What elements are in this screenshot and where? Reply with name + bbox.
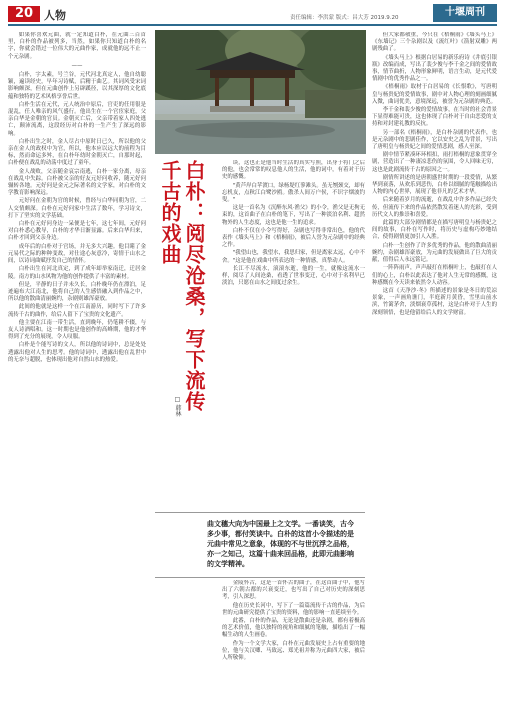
editor-credits: 责任编辑：李洪蒙 版式：昌大芳 2019.9.20 <box>290 15 399 21</box>
paragraph: 白朴不仅在小令写得好，杂剧也写得非常出色，他的代表作《墙头马上》和《梧桐雨》，被后人誉为元杂剧中的经典之作。 <box>222 227 365 249</box>
paragraph: 《墙头马上》根据白居易的新乐府诗《井底引银瓶》改编而成，写出了裴少俊与李千金之间的爱情故事，情节曲折，人物形象鲜明，语言生动，是元代爱情剧中的优秀作品之一。 <box>372 54 497 83</box>
paragraph: "我望山也，我望水，我思归家，但是离家太远，心中不舍。"这是他在戏曲中所表达的一种情感，真挚动人。 <box>222 250 365 264</box>
paragraph: 长江不尽流水，滚滚东逝，他的一生，就像这流水一样，阅尽了人间沧桑，看透了世事变迁，心中对于名利早已淡泊，只愿在山水之间度过余生。 <box>222 265 365 287</box>
paragraph: 成年后的白朴对于官场，并无多大兴趣。他目睹了金元易代之际的种种变故，对仕途心灰意冷，寄情于山水之间，以诗词曲赋抒发自己的情怀。 <box>8 243 146 265</box>
paragraph: 白朴出生之时，金人尽占中原时日已久，所以他的父亲在金人的政权中为官，所以，他本应以远大的前程为目标，然而命运多舛，在白朴年幼时金朝灭亡，自那时起，白朴便在战乱的动荡中度过了童年。 <box>8 138 146 167</box>
paragraph: 但是，平静的日子并未久长，白朴晚年仍在漂泊，足迹遍布大江南北，他将自己的人生感悟融入到作品之中，所以他的散曲清丽婉约，杂剧则雄浑豪放。 <box>8 281 146 303</box>
paragraph: 此间的他就是这样一个在江南游历，同时写下了许多流传千古的曲作，给后人留下了宝贵的文化遗产。 <box>8 304 146 318</box>
paragraph: 白朴是个能写诗的文人，所以他的诗词中，总是处处透露出他对人生的思考。他的诗词中，透露出他在乱世中的无奈与超脱，也体现出他对自然山水的热爱。 <box>8 342 146 363</box>
paragraph: 作为一个文学大家，白朴在元曲发展史上占有重要的地位，他与关汉卿、马致远、郑光祖并称为元曲四大家，被后人所敬仰。 <box>222 640 365 662</box>
paragraph: 他在历史长河中，写下了一篇篇流传千古的作品，为后世的元曲研究提供了宝贵的资料，他的影响一直延续至今。 <box>222 602 365 616</box>
section-title: 人物 <box>44 9 66 22</box>
newspaper-brand: 十堰周刊 <box>433 4 497 22</box>
article-column-2-bottom <box>222 580 365 698</box>
paragraph: 金人战败，父亲随金哀宗南逃，白朴一家分离，母亲在战乱中失踪。白朴被父亲的好友元好问收养，随元好问辗转各地。元好问是金元之际著名的文学家，对白朴的文学教育影响深远。 <box>8 168 146 197</box>
headline: 白朴：阅尽沧桑，写下流传千古的戏曲 <box>158 160 206 412</box>
pavilion-photo <box>155 30 366 154</box>
intro-text: 曲文穗大向为中国最上之文学。一番谈笑，古今多少事，都付笑谈中。白朴的这首小令描述的是元曲中常见之意象，体现的不与世沉浮之品格，亦一之知己，这篇十曲来回品格，此即元曲影响的文学精神。 <box>207 520 354 568</box>
paragraph: 一阵阵雨声，声声敲打在梧桐叶上，也敲打在人们的心上，白朴以此表达了他对人生无常的感慨，这种感慨在今天读来依然令人动容。 <box>372 265 497 286</box>
paragraph: 白朴一生创作了许多优秀的作品，他的散曲清丽婉约，杂剧雄浑豪放，为元曲的发展做出了巨大的贡献，值得后人永远铭记。 <box>372 242 497 264</box>
page-number: 20 <box>8 6 40 22</box>
paragraph: 如果你喜欢元曲，就一定知道白朴，在元曲三百首里，白朴的作品被列多，当然，如果你只知道白朴的名字，你就会错过一位伟大的元曲作家，成就他的远不止一个元杂剧。 <box>8 32 146 60</box>
paragraph: 白朴生活在元代，元人统治中原后，官吏的任用很是混乱，任人唯亲的风气盛行。他出生在一个官宦家庭，父亲白华是金朝的官员。金朝灭亡后，父亲带着家人四处逃亡，颠沛流离，这段经历对白朴的一生产生了深远的影响。 <box>8 101 146 137</box>
page-header <box>0 0 505 26</box>
paragraph: 后来随着岁月的流逝，在战乱中许多作品已经失传，但流传下来的作品依然散发着迷人的光彩，受到历代文人的推崇和喜爱。 <box>372 197 497 218</box>
paragraph: 白朴，字太素，号兰谷，元代河北真定人，他自幼聪颖，遍读经史，早年习诗赋，后精于曲艺。其词风受宋词影响颇深，但在元曲创作上另辟蹊径，以其深厚的文化底蕴和独特的艺术风格享誉后世。 <box>8 72 146 100</box>
paragraph: 他主要在江南一带生活，直到晚年，仍笔耕不辍，与友人诗酒唱和。这一时期也是他创作的高峰期，他的才华得到了充分的展现，令人叹服。 <box>8 319 146 341</box>
paragraph: 金陵怀古，这是一首怀古的曲子，在这首曲子中，他写出了六朝古都的兴衰变迁，也写出了自己对历史的深刻思考，引人深思。 <box>222 580 365 601</box>
paragraph: 白朴出生在河北真定，到了成年却举家南迁，迁居金陵。南方的山水风物为他的创作提供了丰富的素材。 <box>8 266 146 280</box>
paragraph: 另一部名《梧桐雨》，是白朴杂剧的代表作，也是元杂剧中的悲剧佳作，它以安史之乱为背景，写出了唐明皇与杨贵妃之间的爱情悲剧，感人至深。 <box>372 129 497 151</box>
paragraph: 白朴在元好问身边一呆便是七年，这七年间，元好问对白朴悉心教导，白朴的才华日渐显露。后来白华归来，白朴才回到父亲身边。 <box>8 221 146 242</box>
paragraph: 这首《天净沙·冬》所描述的景象是冬日的荒凉景象，一声画角谯门，半庭新月黄昏，雪里山前水滨，竹篱茅舍，淡烟衰草孤村，这是白朴对于人生的深刻领悟，也是他留给后人的文学财富。 <box>372 287 497 316</box>
article-column-3 <box>372 32 497 698</box>
author-byline: □ 韩林 <box>174 396 181 417</box>
paragraph: 剧情所讲述的是唐朝盛世时期的一段爱情，从繁华到衰落，从欢乐到悲伤，白朴以细腻的笔触描绘出人物的内心世界，展现了他非凡的艺术才华。 <box>372 174 497 196</box>
paragraph: 元好问在金朝为官的时候，曾经与白华同朝为官，二人交情颇深。白朴在元好问家中生活了数年，学习诗文，打下了坚实的文学基础。 <box>8 198 146 219</box>
paragraph: "黄芦岸白苹渡口，绿杨堤红蓼滩头。虽无刎颈交，却有忘机友，点秋江白鹭沙鸥。傲杀人间万户侯，不识字烟波钓叟。" <box>222 182 365 204</box>
paragraph: 谈，这也正是他当时生活的真实写照，出身于将门之后的他，也会常常的叹息他人的生活，他的词中，有着对于历史的感慨。 <box>222 160 365 181</box>
article-column-1 <box>8 32 146 698</box>
paragraph: 但大家都敬重，今只在《梧桐雨》《墙头马上》《东墙记》三个杂剧以及《流红叶》《箭射双雕》两剧残曲了。 <box>372 32 497 53</box>
header-rule <box>8 24 497 26</box>
paragraph: 剧中情节紧凑环环相扣，雨打梧桐的意象贯穿全剧，营造出了一种凄凉悲伤的氛围，令人回味无穷，这也是此剧流传千古的原因之一。 <box>372 152 497 173</box>
paragraph: 这是一首名为《沉醉东风·渔父》的小令，渔父是无拘无束的，这首曲子在白朴的笔下，写出了一种淡泊名利、超然物外的人生态度，这也是他一生的追求。 <box>222 205 365 226</box>
intro-box <box>155 512 365 578</box>
paragraph: —— <box>71 62 83 69</box>
paragraph: 李千金和裴少俊的爱情故事，在当时的社会背景下显得难能可贵，这也体现了白朴对于自由恋爱的支持和对封建礼教的反抗。 <box>372 107 497 128</box>
paragraph: 此番，白朴的作品，无论是散曲还是杂剧，都有着极高的艺术价值，他以独特的视角和细腻的笔触，描绘出了一幅幅生动的人生画卷。 <box>222 618 365 639</box>
article-column-2 <box>222 160 365 510</box>
paragraph: 《梧桐雨》取材于白居易的《长恨歌》，写唐明皇与杨贵妃的爱情故事，剧中对人物心理的刻画细腻入微，曲词优美，意境深远，被誉为元杂剧的典范。 <box>372 84 497 105</box>
paragraph: 此篇的大部分剧情都是在描写唐明皇与杨贵妃之间的故事，白朴在写作时，将历史与虚构巧妙地结合，使得剧情更加引人入胜。 <box>372 220 497 241</box>
